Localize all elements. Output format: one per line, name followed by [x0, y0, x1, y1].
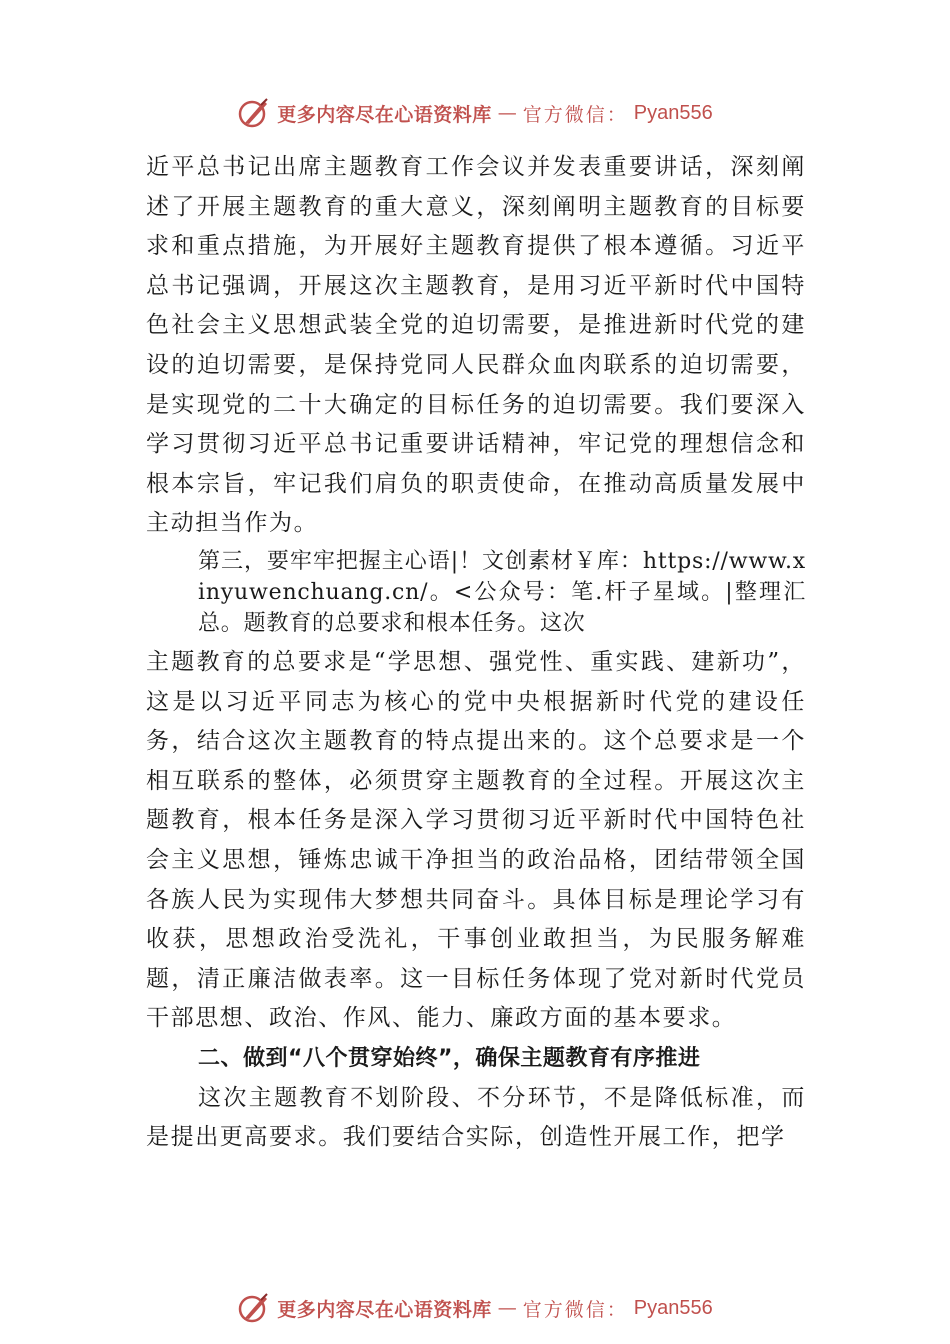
watermark-wechat-label: 官方微信：: [522, 1298, 628, 1321]
watermark-separator: —: [497, 1297, 517, 1319]
paragraph-2-inset: 第三，要牢牢把握主心语|！文创素材￥库：https://www.xinyuwenchuang.cn/。<公众号：笔.杆子星域。|整理汇总。题教育的总要求和根本任务。这次: [198, 548, 806, 636]
watermark-wechat-id: Pyan556: [633, 101, 713, 124]
quill-logo-icon: [237, 1291, 271, 1325]
paragraph-3: 主题教育的总要求是“学思想、强党性、重实践、建新功”，这是以习近平同志为核心的党中央根据新时代党的建设任务，结合这次主题教育的特点提出来的。这个总要求是一个相互联系的整体，必须贯穿主题教育的全过程。开展这次主题教育，根本任务是深入学习贯彻习近平新时代中国特色社会主义思想，锤炼忠诚干净担当的政治品格，团结带领全国各族人民为实现伟大梦想共同奋斗。具体目标是理论学习有收获，思想政治受洗礼，干事创业敢担当，为民服务解难题，清正廉洁做表率。这一目标任务体现了党对新时代党员干部思想、政治、作风、能力、廉政方面的基本要求。: [146, 648, 806, 1032]
watermark-site-text: 更多内容尽在心语资料库: [277, 103, 492, 126]
watermark-separator: —: [497, 102, 517, 124]
header-watermark: [0, 93, 950, 133]
watermark-wechat-label: 官方微信：: [522, 103, 628, 126]
quill-logo-icon: [237, 96, 271, 130]
section-heading-2: 二、做到“八个贯穿始终”，确保主题教育有序推进: [198, 1045, 701, 1071]
footer-watermark: [0, 1288, 950, 1328]
paragraph-4: 这次主题教育不划阶段、不分环节，不是降低标准，而是提出更高要求。我们要结合实际，创造性开展工作，把学: [146, 1084, 806, 1151]
paragraph-1: 近平总书记出席主题教育工作会议并发表重要讲话，深刻阐述了开展主题教育的重大意义，深刻阐明主题教育的目标要求和重点措施，为开展好主题教育提供了根本遵循。习近平总书记强调，开展这次主题教育，是用习近平新时代中国特色社会主义思想武装全党的迫切需要，是推进新时代党的建设的迫切需要，是保持党同人民群众血肉联系的迫切需要，是实现党的二十大确定的目标任务的迫切需要。我们要深入学习贯彻习近平总书记重要讲话精神，牢记党的理想信念和根本宗旨，牢记我们肩负的职责使命，在推动高质量发展中主动担当作为。: [146, 154, 806, 537]
watermark-site-text: 更多内容尽在心语资料库: [277, 1298, 492, 1321]
watermark-wechat-id: Pyan556: [633, 1296, 713, 1319]
document-body: [146, 148, 806, 1158]
